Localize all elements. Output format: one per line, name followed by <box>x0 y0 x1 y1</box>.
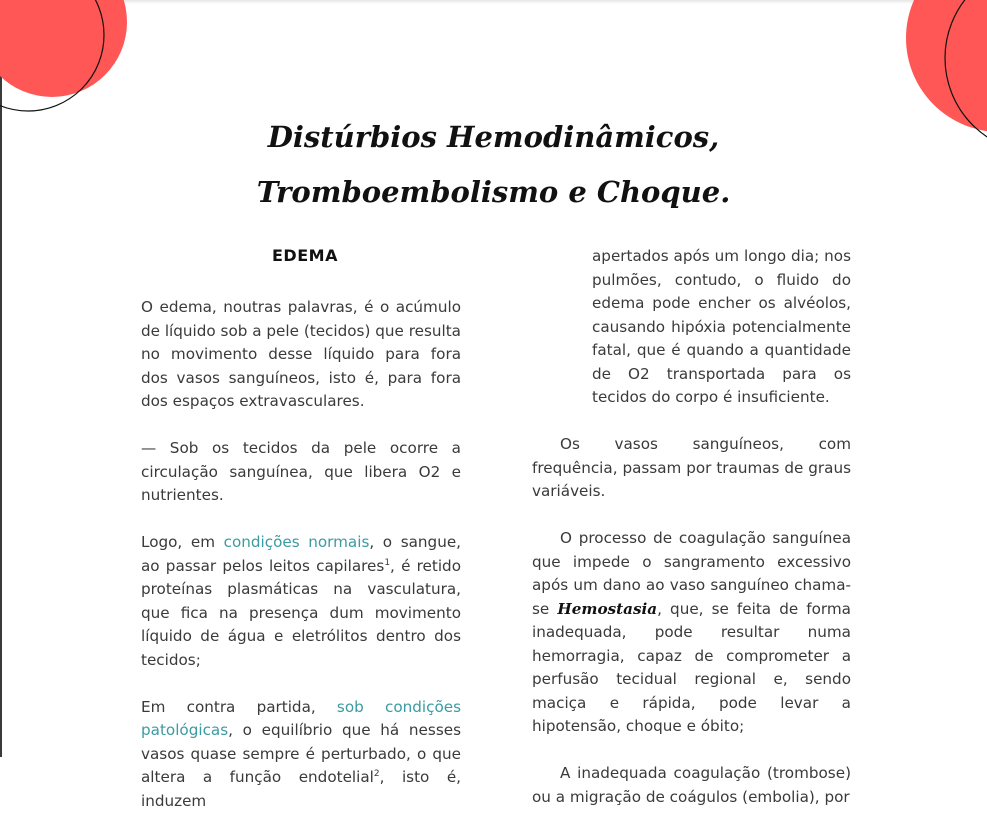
paragraph: — Sob os tecidos da pele ocorre a circulação sanguínea, que libera O2 e nutrientes. <box>141 439 461 504</box>
top-left-red-circle <box>0 0 127 97</box>
paragraph <box>141 696 461 814</box>
highlighted-term: condições normais <box>223 533 370 551</box>
text-run: Logo, em <box>141 533 224 551</box>
text-run: Em contra partida, <box>141 697 337 716</box>
paragraph: A inadequada coagulação (trombose) ou a migração de coágulos (embolia), por <box>532 764 851 806</box>
text-run: O processo de coagulação sanguínea que impede o sangramento excessivo após um dano ao vaso sanguíneo chama-se <box>532 529 851 618</box>
text-run: , que, se feita de forma inadequada, pode resultar numa hemorragia, capaz de comprometer a perfusão tecidual regional e, sendo maciça e rápida, pode levar a hipotensão, choque e óbito; <box>532 599 851 735</box>
text-run: , o equilíbrio que há nesses vasos quase sempre é perturbado, o que altera a função endotelial <box>141 721 461 786</box>
right-column <box>532 245 851 833</box>
paragraph: apertados após um longo dia; nos pulmões, contudo, o fluido do edema pode encher os alvéolos, causando hipóxia potencialmente fatal, que é quando a quantidade de O2 transportada para os tecidos do corpo é insuficiente. <box>592 247 851 406</box>
document-title: Distúrbios Hemodinâmicos, Tromboembolismo e Choque. <box>256 120 731 209</box>
paragraph: Os vasos sanguíneos, com frequência, passam por traumas de graus variáveis. <box>532 435 851 500</box>
footnote-marker: 1 <box>384 557 391 568</box>
emphasized-term-hemostasia: Hemostasia <box>557 599 658 618</box>
section-heading-edema: EDEMA <box>272 246 338 265</box>
text-run: , é retido proteínas plasmáticas na vasculatura, que fica na presença dum movimento líquido de água e eletrólitos dentro dos tecidos; <box>141 556 461 669</box>
top-right-red-circle <box>906 0 987 132</box>
paragraph: O edema, noutras palavras, é o acúmulo de líquido sob a pele (tecidos) que resulta no movimento desse líquido para fora dos vasos sanguíneos, isto é, para fora dos espaços extravasculares. <box>141 298 461 410</box>
paragraph <box>532 527 851 739</box>
left-column <box>141 296 461 837</box>
text-run: , o sangue, ao passar pelos leitos capilares <box>141 533 461 575</box>
paragraph <box>141 531 461 672</box>
highlighted-term: sob condições patológicas <box>141 697 461 739</box>
text-run: , isto é, induzem <box>141 768 461 810</box>
footnote-marker: 2 <box>373 768 380 779</box>
